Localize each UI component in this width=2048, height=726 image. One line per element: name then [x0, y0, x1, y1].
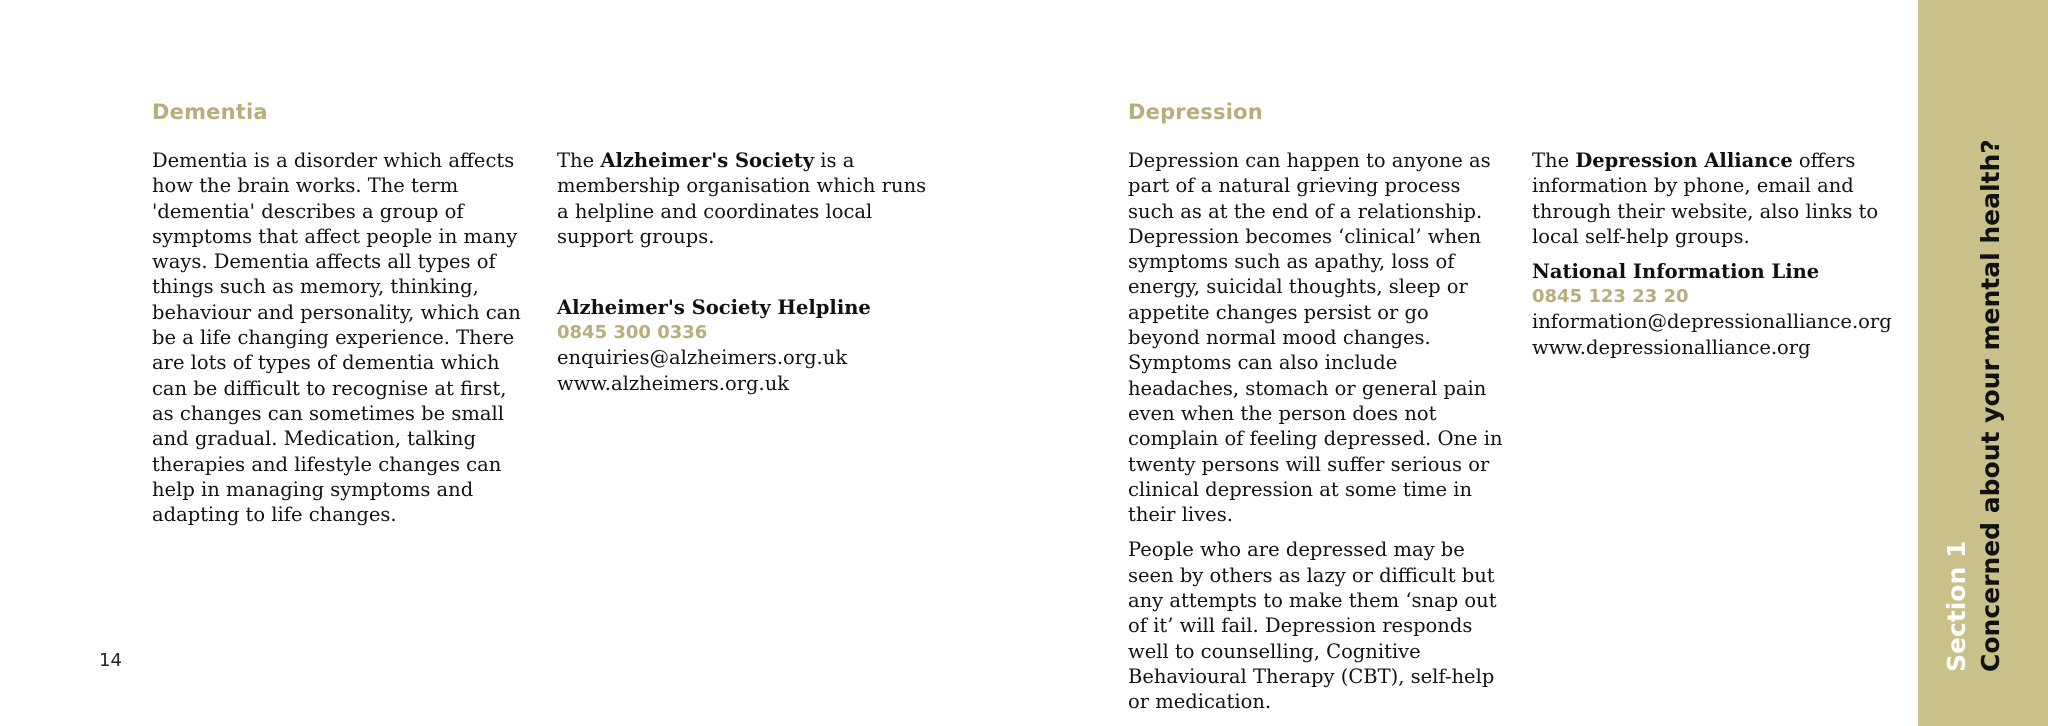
dementia-body-column	[152, 148, 524, 527]
alzheimers-helpline-label: Alzheimer's Society Helpline	[557, 296, 871, 320]
dementia-heading: Dementia	[152, 100, 268, 124]
depression-body-paragraph-2: People who are depressed may be seen by others as lazy or difficult but any attempts to make them ‘snap out of it’ will fail. Depression responds well to counselling, Cognitive Behavioural Therapy (CBT), self-help or medication.	[1128, 538, 1497, 714]
page-number: 14	[99, 650, 122, 671]
dementia-body-paragraph: Dementia is a disorder which affects how the brain works. The term 'dementia' describes a group of symptoms that affect people in many ways. Dementia affects all types of things such as memory, thinking, behaviour and personality, which can be a life changing experience. There are lots of types of dementia which can be difficult to recognise at first, as changes can sometimes be small and gradual. Medication, talking therapies and lifestyle changes can help in managing symptoms and adapting to life changes.	[152, 149, 521, 527]
depression-body-paragraph-1: Depression can happen to anyone as part of a natural grieving process such as at the end of a relationship. Depression becomes ‘clinical’ when symptoms such as apathy, loss of energy, suicidal thoughts, sleep or appetite changes persist or go beyond normal mood changes. Symptoms can also include headaches, stomach or general pain even when the person does not complain of feeling depressed. One in twenty persons will suffer serious or clinical depression at some time in their lives.	[1128, 149, 1503, 527]
section-title: Concerned about your mental health?	[1976, 139, 2005, 672]
alzheimers-org-name: Alzheimer's Society	[600, 149, 815, 172]
alzheimers-intro-suffix: is a membership organisation which runs a helpline and coordinates local support groups.	[557, 149, 927, 248]
depression-body-column	[1128, 148, 1506, 715]
section-label: Section 1	[1942, 540, 1971, 672]
depression-phone[interactable]: 0845 123 23 20	[1532, 286, 1689, 308]
alzheimers-column	[557, 148, 933, 396]
depression-alliance-column	[1532, 148, 1894, 360]
alzheimers-email-link[interactable]: enquiries@alzheimers.org.uk	[557, 346, 848, 370]
depression-alliance-intro-prefix: The	[1532, 149, 1576, 172]
depression-alliance-intro-paragraph	[1532, 148, 1894, 249]
alzheimers-intro-paragraph	[557, 148, 933, 249]
depression-alliance-org-name: Depression Alliance	[1575, 149, 1793, 172]
alzheimers-website-link[interactable]: www.alzheimers.org.uk	[557, 371, 790, 395]
depression-website-link[interactable]: www.depressionalliance.org	[1532, 335, 1811, 359]
alzheimers-intro-prefix: The	[557, 149, 601, 172]
depression-email-link[interactable]: information@depressionalliance.org	[1532, 310, 1892, 334]
depression-alliance-intro-suffix: offers information by phone, email and through their website, also links to local self-help groups.	[1532, 149, 1879, 248]
alzheimers-phone[interactable]: 0845 300 0336	[557, 322, 708, 344]
depression-helpline-label: National Information Line	[1532, 260, 1820, 284]
side-band-text	[1940, 112, 2008, 672]
depression-heading: Depression	[1128, 100, 1263, 124]
